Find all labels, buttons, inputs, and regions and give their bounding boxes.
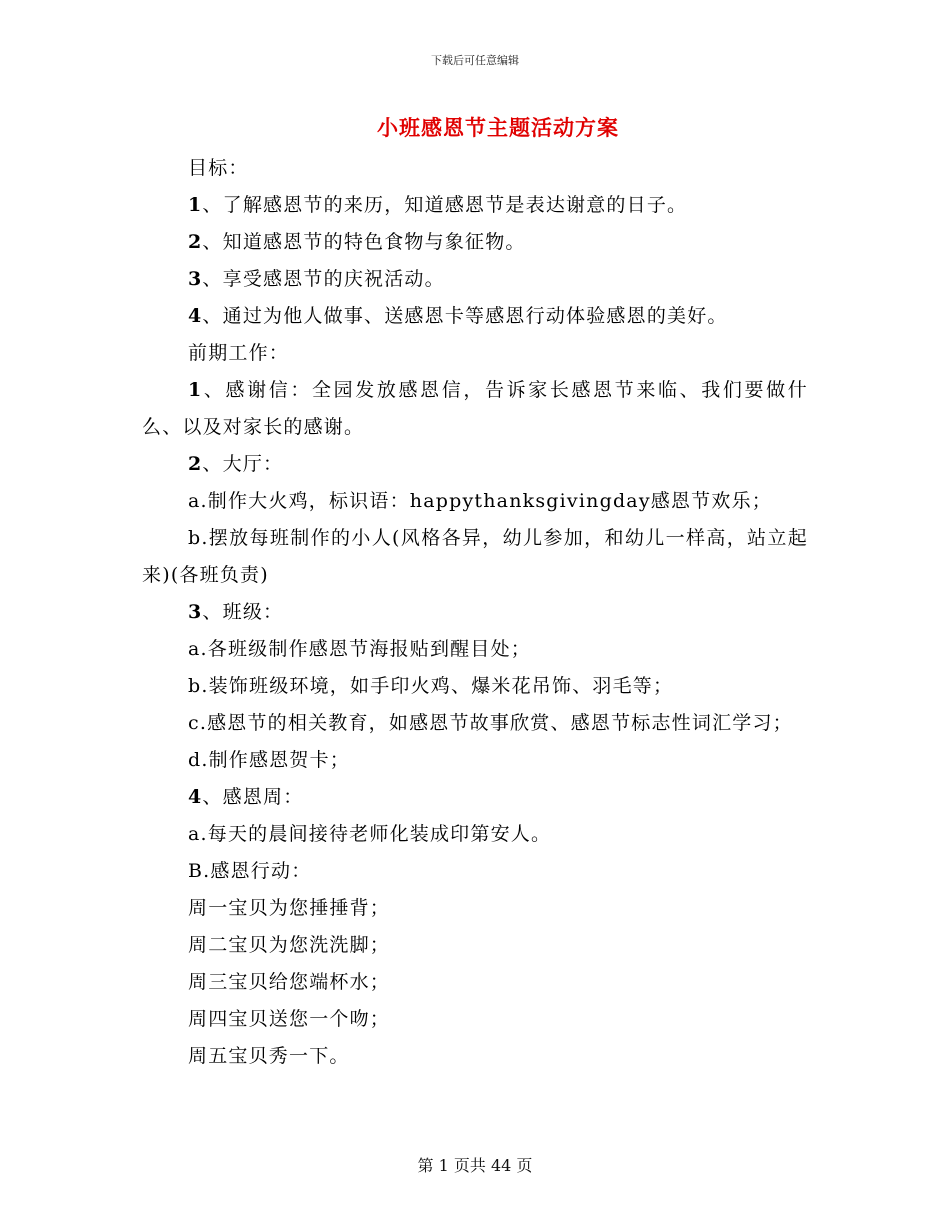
paragraph-text: a.制作大火鸡，标识语：happythanksgivingday感恩节欢乐；: [188, 490, 772, 512]
body-paragraph: [142, 779, 808, 816]
paragraph-text: b.装饰班级环境，如手印火鸡、爆米花吊饰、羽毛等；: [188, 675, 674, 697]
body-paragraph: [142, 890, 808, 927]
body-paragraph: [142, 150, 808, 187]
paragraph-text: 前期工作：: [188, 342, 290, 364]
paragraph-text: 周二宝贝为您洗洗脚；: [188, 934, 391, 956]
body-paragraph: [142, 224, 808, 261]
body-paragraph: [142, 1001, 808, 1038]
body-paragraph: [142, 927, 808, 964]
item-number: 2: [188, 231, 203, 253]
paragraph-text: 、班级：: [202, 601, 284, 623]
item-number: 4: [188, 305, 203, 327]
body-paragraph: [142, 372, 808, 446]
paragraph-text: 周五宝贝秀一下。: [188, 1045, 350, 1067]
body-paragraph: [142, 483, 808, 520]
paragraph-text: 目标：: [188, 157, 249, 179]
body-paragraph: [142, 261, 808, 298]
item-number: 3: [188, 268, 203, 290]
body-paragraph: [142, 742, 808, 779]
document-title: 小班感恩节主题活动方案: [377, 115, 619, 140]
paragraph-text: 、感谢信：全园发放感恩信，告诉家长感恩节来临、我们要做什么、以及对家长的感谢。: [142, 379, 808, 438]
paragraph-text: 周四宝贝送您一个吻；: [188, 1008, 391, 1030]
paragraph-text: c.感恩节的相关教育，如感恩节故事欣赏、感恩节标志性词汇学习；: [188, 712, 793, 734]
paragraph-text: 、了解感恩节的来历，知道感恩节是表达谢意的日子。: [202, 194, 688, 216]
item-number: 1: [188, 379, 203, 401]
paragraph-text: a.各班级制作感恩节海报贴到醒目处；: [188, 638, 531, 660]
body-paragraph: [142, 631, 808, 668]
item-number: 4: [188, 786, 203, 808]
body-paragraph: [142, 1038, 808, 1075]
body-paragraph: [142, 446, 808, 483]
paragraph-text: 、知道感恩节的特色食物与象征物。: [202, 231, 526, 253]
paragraph-text: b.摆放每班制作的小人(风格各异，幼儿参加，和幼儿一样高，站立起来)(各班负责): [142, 527, 808, 586]
body-paragraph: [142, 187, 808, 224]
document-body: [142, 150, 808, 1075]
body-paragraph: [142, 816, 808, 853]
page-header-note: 下载后可任意编辑: [431, 54, 519, 67]
paragraph-text: a.每天的晨间接待老师化装成印第安人。: [188, 823, 552, 845]
paragraph-text: 、感恩周：: [202, 786, 304, 808]
paragraph-text: 、大厅：: [202, 453, 284, 475]
body-paragraph: [142, 964, 808, 1001]
paragraph-text: 周一宝贝为您捶捶背；: [188, 897, 391, 919]
body-paragraph: [142, 298, 808, 335]
paragraph-text: B.感恩行动：: [188, 860, 312, 882]
body-paragraph: [142, 705, 808, 742]
paragraph-text: 、通过为他人做事、送感恩卡等感恩行动体验感恩的美好。: [202, 305, 728, 327]
body-paragraph: [142, 668, 808, 705]
body-paragraph: [142, 853, 808, 890]
paragraph-text: 周三宝贝给您端杯水；: [188, 971, 391, 993]
item-number: 3: [188, 601, 203, 623]
body-paragraph: [142, 335, 808, 372]
page-number: 第 1 页共 44 页: [417, 1156, 533, 1175]
paragraph-text: d.制作感恩贺卡；: [188, 749, 351, 771]
body-paragraph: [142, 520, 808, 594]
paragraph-text: 、享受感恩节的庆祝活动。: [202, 268, 445, 290]
body-paragraph: [142, 594, 808, 631]
item-number: 2: [188, 453, 203, 475]
item-number: 1: [188, 194, 203, 216]
